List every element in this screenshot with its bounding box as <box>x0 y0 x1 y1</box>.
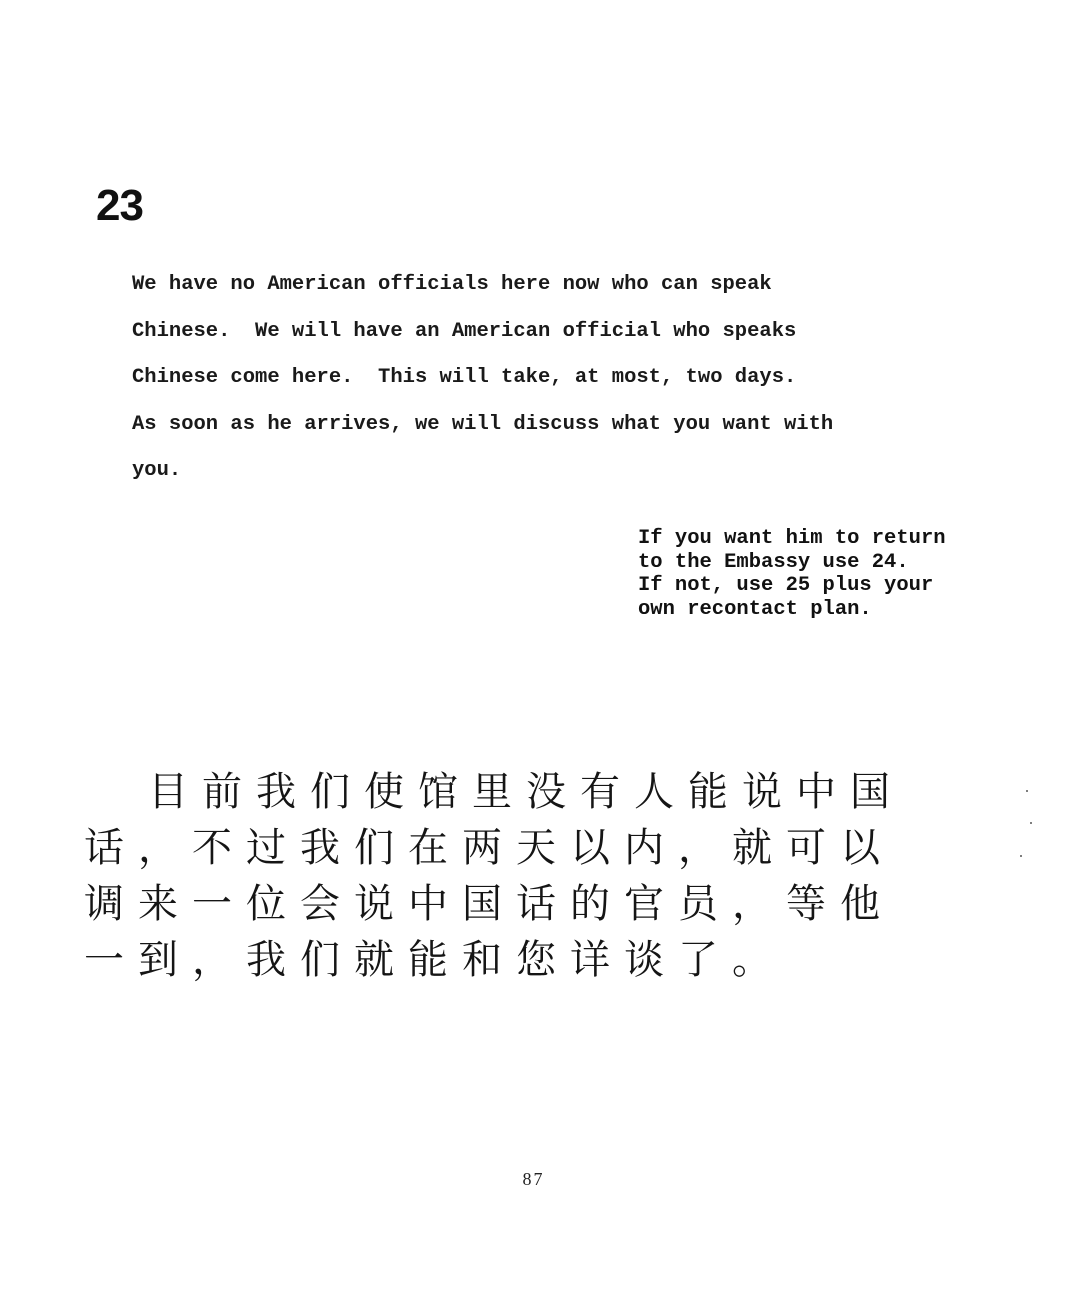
chinese-line: 话，不过我们在两天以内，就可以 <box>84 825 894 871</box>
english-text-block <box>132 262 952 495</box>
instruction-line: own recontact plan. <box>638 597 872 621</box>
english-line: We have no American officials here now who can speak <box>132 273 772 296</box>
instruction-line: If not, use 25 plus your <box>638 574 934 597</box>
english-line: Chinese come here. This will take, at most, two days. <box>132 366 797 389</box>
page-number: 87 <box>522 1169 545 1189</box>
instruction-line: If you want him to return <box>638 527 946 550</box>
card-number: 23 <box>96 181 143 230</box>
chinese-line: 目前我们使馆里没有人能说中国 <box>148 769 904 815</box>
scan-speck <box>1026 790 1028 792</box>
scan-speck <box>1020 855 1022 857</box>
english-line: Chinese. We will have an American official who speaks <box>132 319 797 343</box>
english-line: you. <box>132 459 182 482</box>
chinese-line: 一到，我们就能和您详谈了。 <box>84 937 786 983</box>
chinese-line: 调来一位会说中国话的官员，等他 <box>84 881 894 927</box>
scan-speck <box>1030 822 1032 824</box>
chinese-handwritten-text <box>84 764 924 988</box>
english-line: As soon as he arrives, we will discuss what you want with <box>132 412 834 436</box>
instruction-line: to the Embassy use 24. <box>638 550 909 574</box>
instruction-note <box>638 527 1038 621</box>
